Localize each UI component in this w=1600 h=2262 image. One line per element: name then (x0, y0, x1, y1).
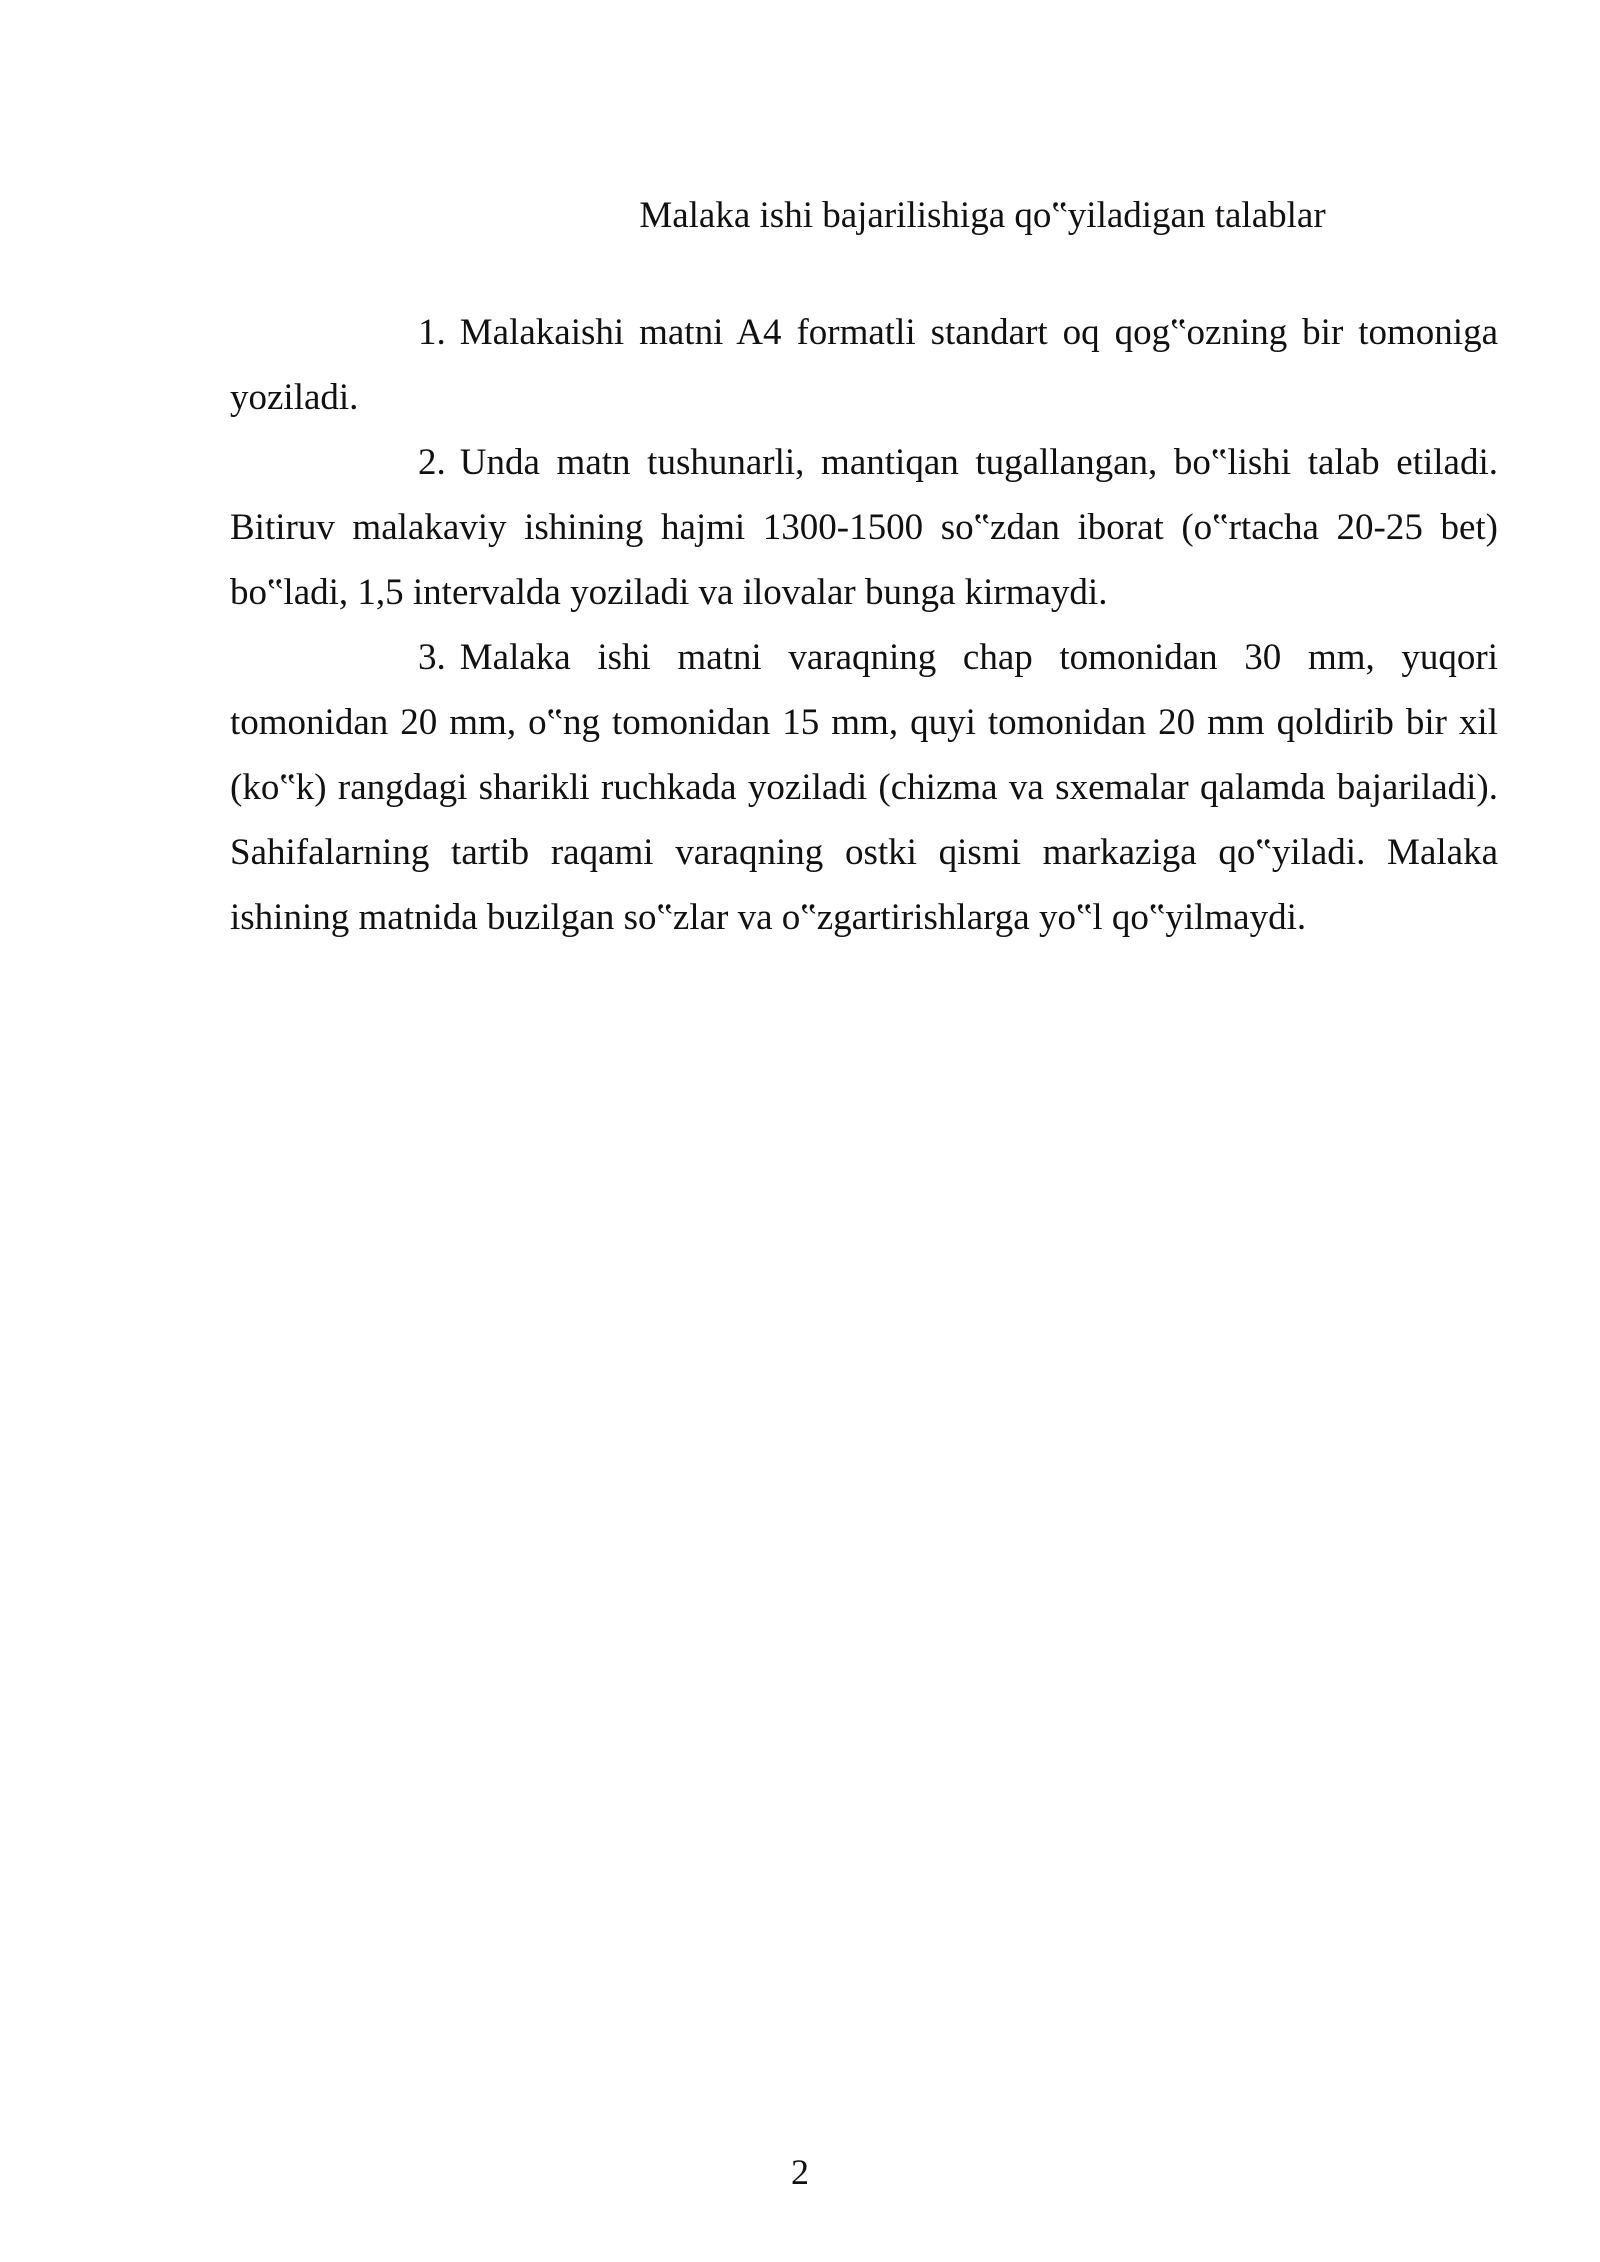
paragraph-text: Unda matn tushunarli, mantiqan tugallangan, bo‟lishi talab etiladi. Bitiruv malakaviy ishining hajmi 1300-1500 so‟zdan iborat (o‟rtacha 20-25 bet) bo‟ladi, 1,5 intervalda yoziladi va ilovalar bunga kirmaydi. (230, 442, 1498, 613)
paragraph-number: 1. (418, 312, 446, 353)
paragraph-number: 2. (418, 442, 446, 483)
body-text (230, 300, 1498, 950)
paragraph-number: 3. (418, 637, 446, 678)
paragraph-1 (230, 300, 1498, 430)
paragraph-3 (230, 625, 1498, 950)
paragraph-text: Malakaishi matni A4 formatli standart oq qog‟ozning bir tomoniga yoziladi. (230, 312, 1498, 418)
paragraph-2 (230, 430, 1498, 625)
page-number: 2 (791, 2152, 809, 2192)
paragraph-text: Malaka ishi matni varaqning chap tomonidan 30 mm, yuqori tomonidan 20 mm, o‟ng tomonidan 15 mm, quyi tomonidan 20 mm qoldirib bir xil (ko‟k) rangdagi sharikli ruchkada yoziladi (chizma va sxemalar qalamda bajariladi). Sahifalarning tartib raqami varaqning ostki qismi markaziga qo‟yiladi. Malaka ishining matnida buzilgan so‟zlar va o‟zgartirishlarga yo‟l qo‟yilmaydi. (230, 637, 1498, 938)
page-title: Malaka ishi bajarilishiga qo‟yiladigan talablar (639, 195, 1326, 236)
